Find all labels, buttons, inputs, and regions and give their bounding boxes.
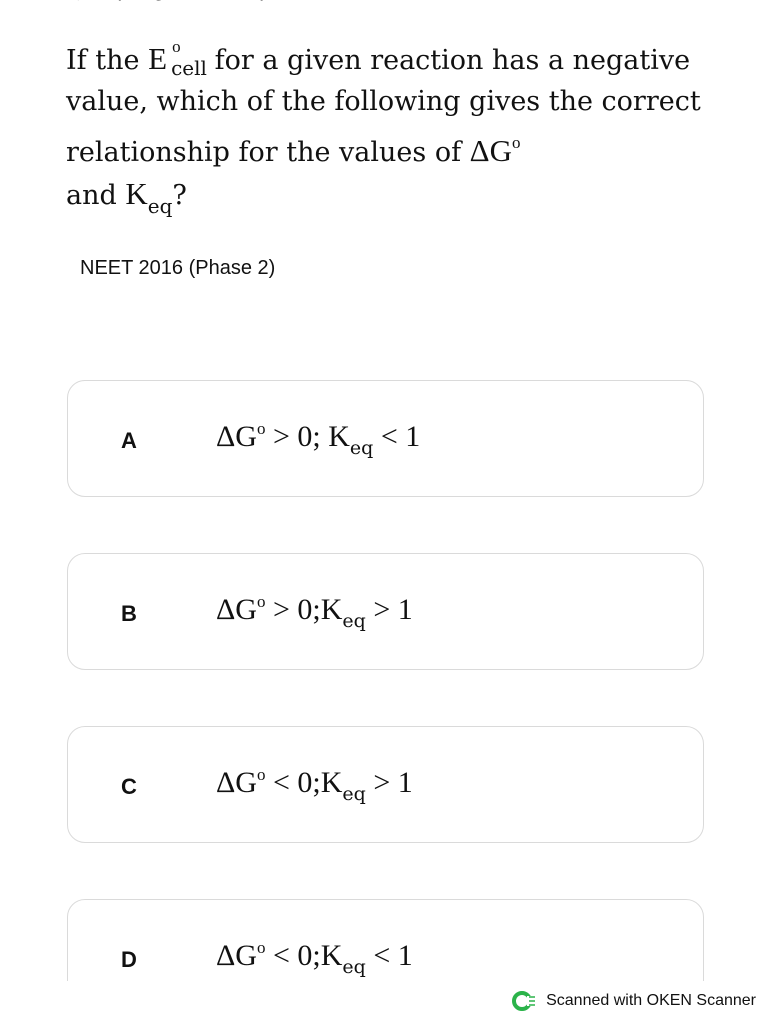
option-letter: A [121,428,137,453]
e-degree: o [172,37,181,56]
option-expression: $\Delta G^o$ < $0;K_{eq} > 1$ [216,765,413,805]
mark-it-button[interactable] [628,0,694,2]
option-a[interactable] [67,380,704,497]
option-letter: C [121,774,137,799]
question-part2: for a given reaction has a negative value, which of the following gives the correct relationship for the values of [66,45,701,168]
e-cell-subscript: cell [171,56,207,80]
top-bar [0,0,768,12]
option-letter: D [121,947,137,972]
question-end: ? [172,180,187,211]
oken-scanner-icon [512,990,536,1012]
option-c[interactable] [67,726,704,843]
k-eq-subscript: eq [147,194,173,218]
delta-g-degree: o [512,133,521,152]
e-symbol: E [148,41,167,76]
option-letter: B [121,601,137,626]
option-expression: $\Delta G^o$ < $0;K_{eq} < 1$ [216,938,413,978]
option-b[interactable] [67,553,704,670]
option-expression: $\Delta G^o$ > $0;K_{eq} > 1$ [216,592,413,632]
scanner-watermark [512,990,756,1012]
delta-g-symbol [470,133,521,168]
scanner-text: Scanned with OKEN Scanner [546,992,756,1009]
e-cell-symbol [148,37,207,80]
k-text: K [125,176,148,211]
question-and: and [66,180,117,211]
question-number-label [66,0,268,2]
option-expression: $\Delta G^o > 0$; $K_{eq} < 1$ [216,419,421,459]
k-eq-symbol [125,176,173,218]
delta-g-text: ΔG [469,133,512,168]
question-part1: If the [66,45,140,76]
exam-source-label: NEET 2016 (Phase 2) [80,257,276,279]
question-text [66,38,706,227]
